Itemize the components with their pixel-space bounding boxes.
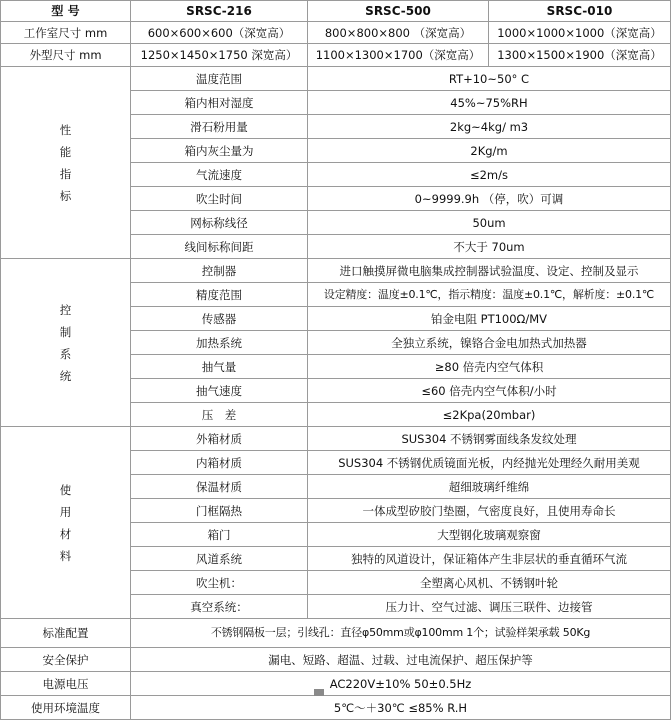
item-value: 大型钢化玻璃观察窗 bbox=[308, 523, 671, 547]
row-label: 电源电压 bbox=[1, 672, 131, 696]
row-label: 标准配置 bbox=[1, 619, 131, 648]
cell-value: 1250×1450×1750 深宽高） bbox=[131, 44, 308, 67]
item-value: 2kg~4kg/ m3 bbox=[308, 115, 671, 139]
item-value: ≤60 倍壳内空气体积/小时 bbox=[308, 379, 671, 403]
item-label: 风道系统 bbox=[131, 547, 308, 571]
cell-value: 1100×1300×1700（深宽高） bbox=[308, 44, 489, 67]
item-value: 铂金电阻 PT100Ω/MV bbox=[308, 307, 671, 331]
item-label: 压 差 bbox=[131, 403, 308, 427]
performance-row bbox=[1, 67, 671, 91]
cell-value: 600×600×600（深宽高） bbox=[131, 22, 308, 44]
row-label: 使用环境温度 bbox=[1, 696, 131, 720]
item-label: 气流速度 bbox=[131, 163, 308, 187]
item-label: 滑石粉用量 bbox=[131, 115, 308, 139]
item-label: 温度范围 bbox=[131, 67, 308, 91]
item-label: 真空系统： bbox=[131, 595, 308, 619]
model-label: 型 号 bbox=[1, 1, 131, 22]
working-size-row bbox=[1, 22, 671, 44]
row-value: AC220V±10% 50±0.5Hz bbox=[131, 672, 671, 696]
safety-row bbox=[1, 648, 671, 672]
item-label: 网标称线径 bbox=[131, 211, 308, 235]
row-value: 5℃～＋30℃ ≤85% R.H bbox=[131, 696, 671, 720]
row-value: 不锈钢隔板一层；引线孔：直径φ50mm或φ100mm 1个；试验样架承载 50Kg bbox=[131, 619, 671, 648]
power-row bbox=[1, 672, 671, 696]
model-srsc-500: SRSC-500 bbox=[308, 1, 489, 22]
row-label: 工作室尺寸 mm bbox=[1, 22, 131, 44]
item-label: 外箱材质 bbox=[131, 427, 308, 451]
row-label: 外型尺寸 mm bbox=[1, 44, 131, 67]
item-label: 加热系统 bbox=[131, 331, 308, 355]
item-value: 2Kg/m bbox=[308, 139, 671, 163]
item-value: 0~9999.9h （停，吹）可调 bbox=[308, 187, 671, 211]
row-value: 漏电、短路、超温、过载、过电流保护、超压保护等 bbox=[131, 648, 671, 672]
cell-value: 1000×1000×1000（深宽高） bbox=[489, 22, 671, 44]
scroll-thumb-fragment bbox=[314, 689, 324, 696]
item-label: 吹尘时间 bbox=[131, 187, 308, 211]
item-value: ≤2m/s bbox=[308, 163, 671, 187]
group-label-materials: 使用材料 bbox=[1, 427, 131, 619]
item-label: 精度范围 bbox=[131, 283, 308, 307]
item-label: 吹尘机： bbox=[131, 571, 308, 595]
item-value: SUS304 不锈钢雾面线条发纹处理 bbox=[308, 427, 671, 451]
group-label-performance: 性能指标 bbox=[1, 67, 131, 259]
cell-value: 800×800×800 （深宽高） bbox=[308, 22, 489, 44]
item-value: 全独立系统，镍铬合金电加热式加热器 bbox=[308, 331, 671, 355]
model-srsc-010: SRSC-010 bbox=[489, 1, 671, 22]
item-label: 保温材质 bbox=[131, 475, 308, 499]
item-value: 进口触摸屏微电脑集成控制器试验温度、设定、控制及显示 bbox=[308, 259, 671, 283]
environment-row bbox=[1, 696, 671, 720]
standard-config-row bbox=[1, 619, 671, 648]
item-label: 抽气速度 bbox=[131, 379, 308, 403]
item-label: 传感器 bbox=[131, 307, 308, 331]
header-row bbox=[1, 1, 671, 22]
item-label: 控制器 bbox=[131, 259, 308, 283]
item-value: 超细玻璃纤维绵 bbox=[308, 475, 671, 499]
row-label: 安全保护 bbox=[1, 648, 131, 672]
item-value: 设定精度：温度±0.1℃，指示精度：温度±0.1℃，解析度：±0.1℃ bbox=[308, 283, 671, 307]
item-value: ≥80 倍壳内空气体积 bbox=[308, 355, 671, 379]
item-value: ≤2Kpa(20mbar) bbox=[308, 403, 671, 427]
item-label: 门框隔热 bbox=[131, 499, 308, 523]
item-value: 全塑离心风机、不锈钢叶轮 bbox=[308, 571, 671, 595]
item-label: 内箱材质 bbox=[131, 451, 308, 475]
item-label: 抽气量 bbox=[131, 355, 308, 379]
outer-size-row bbox=[1, 44, 671, 67]
item-value: SUS304 不锈钢优质镜面光板，内经抛光处理经久耐用美观 bbox=[308, 451, 671, 475]
item-value: RT+10~50° C bbox=[308, 67, 671, 91]
item-label: 箱内相对湿度 bbox=[131, 91, 308, 115]
materials-row bbox=[1, 427, 671, 451]
item-label: 线间标称间距 bbox=[131, 235, 308, 259]
item-value: 压力计、空气过滤、调压三联件、边接管 bbox=[308, 595, 671, 619]
model-srsc-216: SRSC-216 bbox=[131, 1, 308, 22]
item-label: 箱内灰尘量为 bbox=[131, 139, 308, 163]
cell-value: 1300×1500×1900（深宽高） bbox=[489, 44, 671, 67]
item-label: 箱门 bbox=[131, 523, 308, 547]
item-value: 独特的风道设计，保证箱体产生非层状的垂直循环气流 bbox=[308, 547, 671, 571]
group-label-control: 控制系统 bbox=[1, 259, 131, 427]
item-value: 45%~75%RH bbox=[308, 91, 671, 115]
item-value: 一体成型矽胶门垫圈，气密度良好，且使用寿命长 bbox=[308, 499, 671, 523]
item-value: 不大于 70um bbox=[308, 235, 671, 259]
item-value: 50um bbox=[308, 211, 671, 235]
control-row bbox=[1, 259, 671, 283]
